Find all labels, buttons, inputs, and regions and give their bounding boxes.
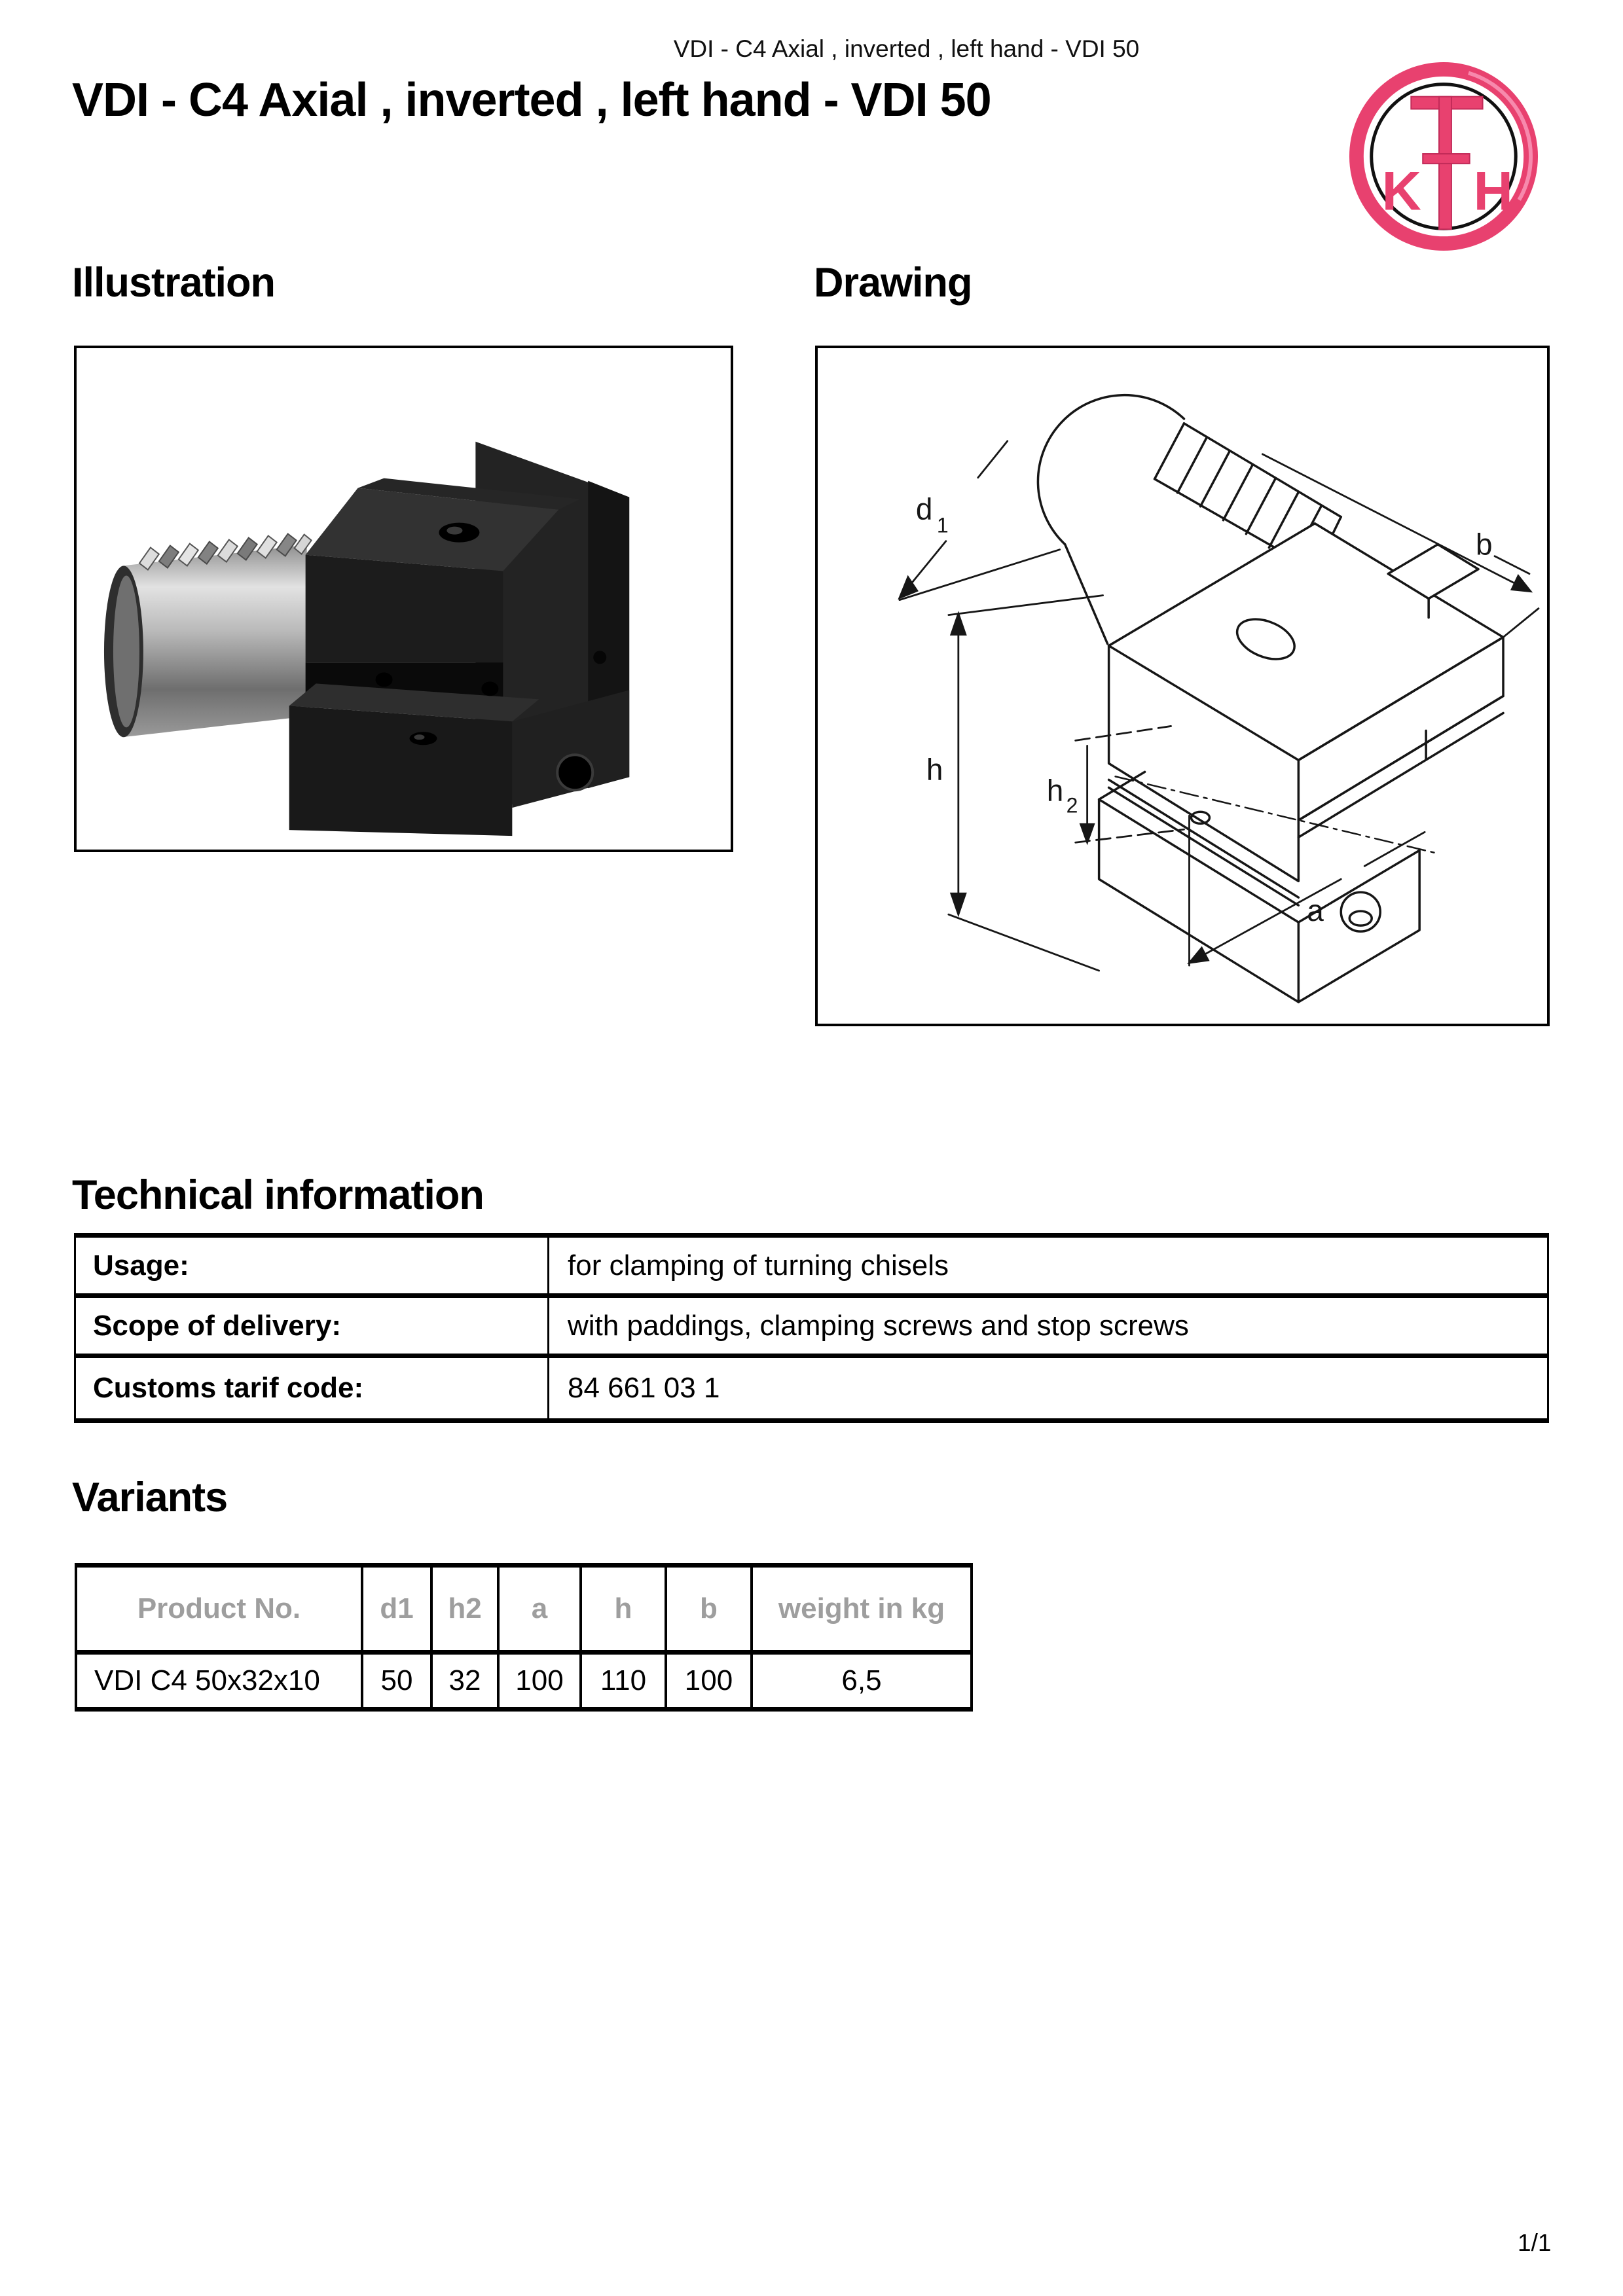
- variant-a: 100: [500, 1655, 582, 1707]
- logo-letter-h: H: [1473, 160, 1513, 222]
- table-row: [75, 1655, 973, 1707]
- label-h2: h: [1046, 773, 1064, 808]
- label-b: b: [1476, 527, 1493, 562]
- tech-label-usage: Usage:: [76, 1238, 549, 1293]
- variants-heading: Variants: [72, 1475, 228, 1520]
- column-header-a: a: [500, 1568, 582, 1650]
- technical-table: [74, 1233, 1549, 1423]
- drawing-image: [815, 346, 1550, 1026]
- tech-value-customs: 84 661 03 1: [568, 1372, 720, 1404]
- kfh-logo-icon: [1346, 59, 1541, 254]
- label-h2-sub: 2: [1066, 793, 1078, 817]
- variant-h: 110: [582, 1655, 667, 1707]
- running-header: VDI - C4 Axial , inverted , left hand - VDI 50: [673, 35, 1140, 62]
- drawing-body: [1038, 395, 1503, 1002]
- tool-holder-photo: [77, 348, 731, 850]
- label-d1-sub: 1: [936, 513, 949, 537]
- technical-heading: Technical information: [72, 1172, 484, 1218]
- label-d1: d: [915, 492, 933, 526]
- logo-letter-k: K: [1381, 160, 1421, 222]
- label-h: h: [926, 752, 943, 787]
- table-row: [76, 1358, 1547, 1418]
- kfh-logo: [1346, 59, 1541, 254]
- label-a: a: [1307, 893, 1324, 928]
- tech-value-usage: for clamping of turning chisels: [568, 1249, 949, 1282]
- page-number: 1/1: [1518, 2229, 1552, 2256]
- drawing-heading: Drawing: [814, 260, 972, 306]
- table-row: [76, 1298, 1547, 1358]
- column-header-product-no: Product No.: [75, 1568, 363, 1650]
- variant-weight: 6,5: [753, 1655, 973, 1707]
- variant-b: 100: [667, 1655, 753, 1707]
- column-header-h: h: [582, 1568, 667, 1650]
- column-header-h2: h2: [433, 1568, 500, 1650]
- metal-shank: [104, 534, 312, 738]
- illustration-image: [74, 346, 733, 852]
- holder-body: [289, 442, 629, 836]
- variant-h2: 32: [433, 1655, 500, 1707]
- variants-table: [75, 1563, 973, 1712]
- tech-label-customs: Customs tarif code:: [76, 1358, 549, 1418]
- tech-label-scope: Scope of delivery:: [76, 1298, 549, 1354]
- page-title: VDI - C4 Axial , inverted , left hand - VDI 50: [72, 74, 991, 126]
- column-header-weight: weight in kg: [753, 1568, 973, 1650]
- column-header-d1: d1: [363, 1568, 433, 1650]
- illustration-heading: Illustration: [72, 260, 276, 306]
- table-row: [76, 1238, 1547, 1298]
- column-header-b: b: [667, 1568, 753, 1650]
- tool-holder-drawing: [818, 348, 1547, 1024]
- dimension-labels: [916, 492, 1493, 927]
- variants-header-row: [75, 1568, 973, 1655]
- variant-d1: 50: [363, 1655, 433, 1707]
- tech-value-scope: with paddings, clamping screws and stop screws: [568, 1309, 1189, 1342]
- variant-product-no: VDI C4 50x32x10: [75, 1655, 363, 1707]
